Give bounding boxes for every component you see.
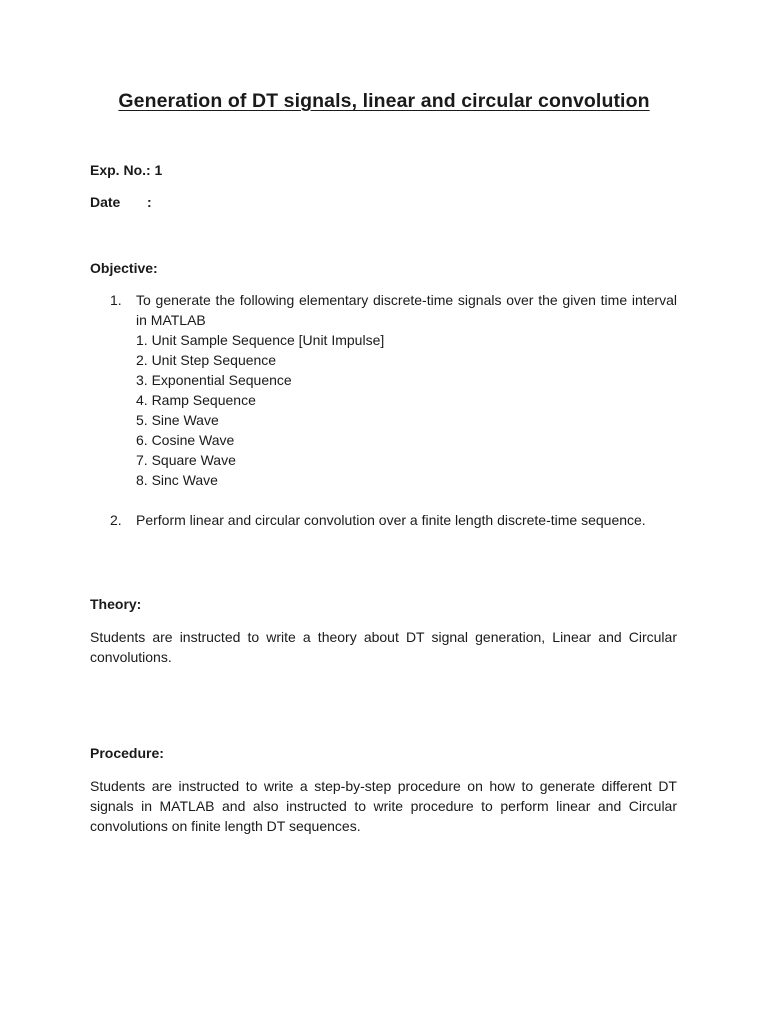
date-colon: : xyxy=(147,194,152,210)
objective-item-number: 1. xyxy=(110,292,122,308)
objective-item-1 xyxy=(110,290,677,490)
objective-item-2 xyxy=(110,510,677,530)
objective-item-text: To generate the following elementary discrete-time signals over the given time interval in MATLAB xyxy=(136,292,677,328)
signal-item-sinc: 8. Sinc Wave xyxy=(136,472,218,488)
signal-item-unit-step: 2. Unit Step Sequence xyxy=(136,352,277,368)
procedure-heading: Procedure: xyxy=(90,745,164,761)
objective-list xyxy=(110,290,677,530)
objective-item-text: Perform linear and circular convolution over a finite length discrete-time sequence. xyxy=(136,512,646,528)
signal-item-exponential: 3. Exponential Sequence xyxy=(136,372,292,388)
objective-item-number: 2. xyxy=(110,512,122,528)
list-spacer xyxy=(110,490,677,510)
signal-item-unit-sample: 1. Unit Sample Sequence [Unit Impulse] xyxy=(136,332,385,348)
signal-item-cosine: 6. Cosine Wave xyxy=(136,432,235,448)
document-title: Generation of DT signals, linear and circular convolution xyxy=(118,90,650,112)
exp-no-field: Exp. No.: 1 xyxy=(90,162,163,178)
objective-heading: Objective: xyxy=(90,260,158,276)
signal-item-sine: 5. Sine Wave xyxy=(136,412,219,428)
date-field xyxy=(90,194,152,210)
date-label: Date xyxy=(90,194,121,210)
procedure-text: Students are instructed to write a step-by-step procedure on how to generate different DT signals in MATLAB and also instructed to write procedure to perform linear and Circular convolutions on finite length DT sequences. xyxy=(90,778,677,834)
signal-item-ramp: 4. Ramp Sequence xyxy=(136,392,256,408)
theory-heading: Theory: xyxy=(90,596,142,612)
signal-list xyxy=(136,330,677,490)
theory-text: Students are instructed to write a theory about DT signal generation, Linear and Circular convolutions. xyxy=(90,629,677,665)
signal-item-square: 7. Square Wave xyxy=(136,452,236,468)
